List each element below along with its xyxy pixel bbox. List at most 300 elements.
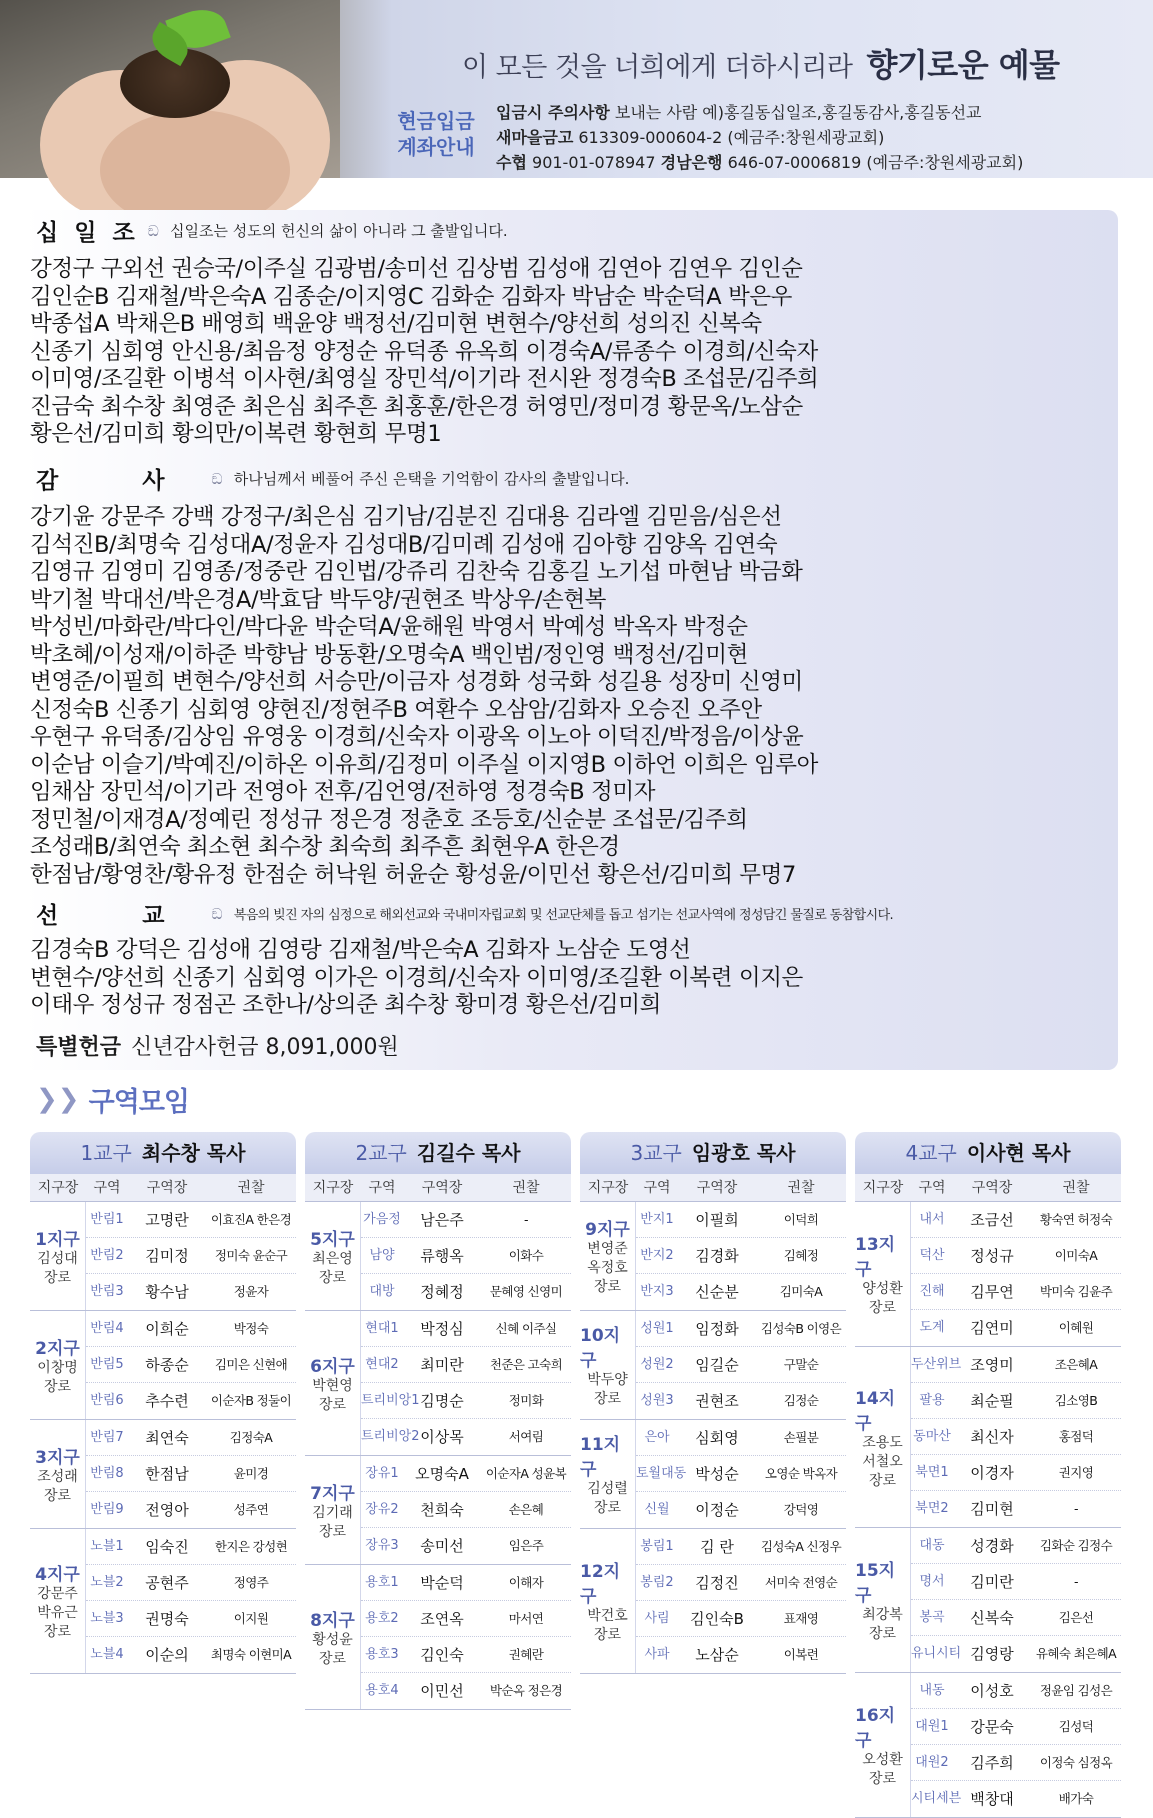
table-row — [636, 1383, 846, 1419]
name-line: 조성래B/최연숙 최소현 최수창 최숙희 최주흔 최현우A 한은경 — [30, 834, 620, 860]
zone-head: 신복숙 — [970, 1609, 1014, 1627]
zone-name: 명서 — [919, 1574, 945, 1589]
zone-head: 임길순 — [695, 1356, 739, 1374]
zone-head: 조연옥 — [420, 1610, 464, 1628]
table-row — [911, 1673, 1121, 1709]
zone-aide: 서여림 — [508, 1429, 544, 1444]
bank2-text: 901-01-078947 — [532, 153, 656, 172]
table-row — [86, 1456, 296, 1492]
zone-aide: 구말순 — [783, 1357, 819, 1372]
zone-head: 이필희 — [695, 1211, 739, 1229]
zone-head: 김인숙 — [420, 1646, 464, 1664]
zone-aide: 박정숙 — [233, 1321, 269, 1336]
zone-head: 김명순 — [420, 1392, 464, 1410]
district-leader: 김기래 장로 — [312, 1504, 353, 1540]
zone-aide: - — [1074, 1501, 1078, 1516]
district-cell — [305, 1311, 361, 1455]
district-leader: 박건호 장로 — [587, 1608, 628, 1643]
zone-name: 대원2 — [915, 1755, 949, 1770]
zone-name: 반림6 — [90, 1393, 124, 1408]
district-leader: 양성환 장로 — [862, 1281, 903, 1316]
fish-icon: ඞ — [211, 469, 223, 488]
zone-head: 최순필 — [970, 1392, 1014, 1410]
district-cell — [855, 1528, 911, 1672]
zone-aide: 김성숙B 이영은 — [760, 1321, 842, 1336]
name-line: 박종섭A 박채은B 배영희 백윤양 백정선/김미현 변현수/양선희 성의진 신복숙 — [30, 311, 762, 337]
district-rows — [86, 1311, 296, 1419]
zone-name: 두산위브 — [911, 1357, 962, 1372]
zone-aide: 권지영 — [1058, 1465, 1094, 1480]
mission-subtitle: 복음의 빚진 자의 심정으로 해외선교와 국내미자립교회 및 선교단체를 돕고 섬기는 선교사역에 정성담긴 물질로 동참합시다. — [233, 908, 894, 923]
zone-head: 송미선 — [420, 1537, 464, 1555]
name-line: 강기윤 강문주 강백 강정구/최은심 김기남/김분진 김대용 김라엘 김믿음/심은선 — [30, 504, 782, 530]
zone-name: 성원3 — [640, 1393, 674, 1408]
district-leader: 변영준 옥정호 장로 — [587, 1241, 628, 1295]
zone-head: 김무연 — [970, 1283, 1014, 1301]
district-rows — [636, 1529, 846, 1673]
zone-head: 박성순 — [695, 1465, 739, 1483]
name-line: 황은선/김미희 황의만/이복련 황현희 무명1 — [30, 421, 442, 447]
district-rows — [361, 1456, 571, 1564]
bank3-text: 646-07-0006819 (예금주:창원세광교회) — [727, 153, 1024, 172]
name-line: 강정구 구외선 권승국/이주실 김광범/송미선 김상범 김성애 김연아 김연우 김인순 — [30, 256, 803, 282]
name-line: 신정숙B 신종기 심회영 양현진/정현주B 여환수 오삼암/김화자 오승진 오주안 — [30, 696, 762, 723]
zone-aide: 황숙연 허정숙 — [1039, 1212, 1113, 1227]
table-row — [86, 1274, 296, 1310]
table-row — [86, 1565, 296, 1601]
table-row — [911, 1781, 1121, 1817]
zone-head: 최연숙 — [145, 1429, 189, 1447]
zone-head: 고명란 — [145, 1211, 189, 1229]
zone-head: 최신자 — [970, 1428, 1014, 1446]
zone-name: 사림 — [644, 1611, 670, 1626]
table-row — [361, 1347, 571, 1383]
parish-pastor: 이사현 목사 — [966, 1141, 1071, 1165]
parish-header — [305, 1132, 571, 1174]
district-leader: 박두양 장로 — [587, 1372, 628, 1407]
district-rows — [361, 1565, 571, 1709]
district-cell — [305, 1456, 361, 1564]
column-header: 권찰 — [512, 1180, 540, 1196]
double-chevron-icon: ❯❯ — [36, 1084, 80, 1115]
table-row — [911, 1491, 1121, 1527]
account-title-line: 현금입금 — [397, 109, 475, 133]
zone-head: 김경화 — [695, 1247, 739, 1265]
zone-name: 봉곡 — [919, 1610, 945, 1625]
district-group — [30, 1311, 296, 1420]
zone-name: 반지1 — [640, 1212, 674, 1227]
zone-name: 현대2 — [365, 1357, 399, 1372]
zone-head: 최미란 — [420, 1356, 464, 1374]
parish-panel — [30, 1132, 296, 1686]
zone-aide: 이정숙 심정옥 — [1039, 1755, 1113, 1770]
table-row — [636, 1347, 846, 1383]
zone-aide: - — [1074, 1574, 1078, 1589]
table-row — [911, 1347, 1121, 1383]
zone-name: 봉림1 — [640, 1539, 674, 1554]
parish-panel — [855, 1132, 1121, 1808]
parish-panel — [580, 1132, 846, 1686]
district-cell — [30, 1311, 86, 1419]
column-header: 구역장 — [971, 1180, 1013, 1196]
zone-name: 장유1 — [365, 1466, 399, 1481]
zone-head: 권명숙 — [145, 1610, 189, 1628]
column-header: 구역 — [368, 1180, 396, 1196]
parish-number: 3교구 — [630, 1141, 682, 1165]
zone-head: 김미현 — [970, 1500, 1014, 1518]
table-row — [911, 1383, 1121, 1419]
column-header: 지구장 — [587, 1180, 629, 1196]
name-line: 박초혜/이성재/이하준 박향남 방동환/오명숙A 백인범/정인영 백정선/김미현 — [30, 641, 748, 668]
table-row — [636, 1202, 846, 1238]
district-number: 3지구 — [35, 1447, 80, 1468]
table-row — [636, 1238, 846, 1274]
bank1-label: 새마을금고 — [496, 128, 574, 147]
column-header: 구역장 — [421, 1180, 463, 1196]
district-number: 10지구 — [580, 1326, 621, 1371]
parish-pastor: 임광호 목사 — [691, 1141, 796, 1165]
table-row — [86, 1347, 296, 1383]
zone-name: 용호1 — [365, 1575, 399, 1590]
table-row — [911, 1636, 1121, 1672]
parish-header — [30, 1132, 296, 1174]
zone-name: 노블4 — [90, 1647, 124, 1662]
zone-name: 유니시티 — [911, 1646, 962, 1661]
table-row — [636, 1565, 846, 1601]
table-row — [86, 1238, 296, 1274]
district-number: 12지구 — [580, 1562, 621, 1607]
zone-aide: 홍점덕 — [1058, 1429, 1094, 1444]
district-leader: 최강복 장로 — [862, 1607, 903, 1642]
column-header: 권찰 — [237, 1180, 265, 1196]
zone-head: 조영미 — [970, 1356, 1014, 1374]
district-group — [305, 1202, 571, 1311]
district-rows — [911, 1202, 1121, 1346]
zone-name: 반림3 — [90, 1284, 124, 1299]
zone-name: 노블1 — [90, 1539, 124, 1554]
table-row — [911, 1709, 1121, 1745]
zone-aide: 김성숙A 신정우 — [760, 1539, 842, 1554]
zone-head: 이경자 — [970, 1464, 1014, 1482]
district-rows — [361, 1202, 571, 1310]
zone-aide: 유혜숙 최은혜A — [1035, 1646, 1117, 1661]
zone-name: 남양 — [369, 1248, 395, 1263]
district-number: 2지구 — [35, 1338, 80, 1359]
district-group — [855, 1673, 1121, 1818]
district-group — [580, 1420, 846, 1529]
column-header: 지구장 — [37, 1180, 79, 1196]
zone-aide: 김미은 신현애 — [214, 1357, 288, 1372]
district-cell — [305, 1202, 361, 1310]
zone-head: 남은주 — [420, 1211, 464, 1229]
bank2-label: 수협 — [496, 153, 527, 172]
deposit-notice — [496, 100, 1023, 125]
zone-head: 박순덕 — [420, 1574, 464, 1592]
district-leader: 김성렬 장로 — [587, 1481, 628, 1516]
zone-name: 성원1 — [640, 1321, 674, 1336]
table-row — [86, 1637, 296, 1673]
table-row — [636, 1492, 846, 1528]
zone-aide: 이화수 — [508, 1248, 544, 1263]
name-line: 정민철/이재경A/정예린 정성규 정은경 정춘호 조등호/신순분 조섭문/김주희 — [30, 806, 748, 833]
zone-name: 용호2 — [365, 1611, 399, 1626]
zone-name: 반지3 — [640, 1284, 674, 1299]
table-row — [361, 1492, 571, 1528]
column-headers — [305, 1174, 571, 1202]
district-number: 5지구 — [310, 1229, 355, 1250]
zone-aide: 천준은 고숙희 — [489, 1357, 563, 1372]
district-group — [580, 1529, 846, 1674]
zone-aide: 김정순 — [783, 1393, 819, 1408]
zone-name: 반지2 — [640, 1248, 674, 1263]
zone-head: 이순의 — [145, 1646, 189, 1664]
zone-aide: 서미숙 전영순 — [764, 1575, 838, 1590]
district-leader: 황성윤 장로 — [312, 1631, 353, 1667]
district-number: 11지구 — [580, 1435, 621, 1480]
name-line: 박성빈/마화란/박다인/박다윤 박순덕A/윤해원 박영서 박예성 박옥자 박정순 — [30, 614, 748, 640]
table-row — [361, 1456, 571, 1492]
account-guide-title — [388, 108, 484, 160]
zone-name: 반림4 — [90, 1321, 124, 1336]
table-row — [86, 1601, 296, 1637]
zone-aide: 손은혜 — [508, 1502, 544, 1517]
zone-name: 성원2 — [640, 1357, 674, 1372]
account-info — [496, 100, 1023, 175]
zone-name: 내서 — [919, 1212, 945, 1227]
zone-head: 김연미 — [970, 1319, 1014, 1337]
zone-head: 김 란 — [700, 1538, 734, 1556]
zone-head: 이정순 — [695, 1501, 739, 1519]
district-number: 15지구 — [855, 1561, 896, 1606]
zone-aide: 조은혜A — [1054, 1357, 1098, 1372]
bank3-label: 경남은행 — [660, 153, 723, 172]
district-number: 13지구 — [855, 1235, 896, 1280]
column-header: 구역 — [918, 1180, 946, 1196]
zone-name: 용호4 — [365, 1683, 399, 1698]
table-row — [361, 1673, 571, 1709]
zone-name: 노블2 — [90, 1575, 124, 1590]
table-row — [636, 1637, 846, 1673]
zone-aide: 권혜란 — [508, 1647, 544, 1662]
table-row — [361, 1311, 571, 1347]
zone-head: 강문숙 — [970, 1718, 1014, 1736]
zone-name: 노블3 — [90, 1611, 124, 1626]
notice-text: 보내는 사람 예)홍길동십일조,홍길동감사,홍길동선교 — [614, 103, 982, 122]
district-group — [30, 1202, 296, 1311]
district-group — [580, 1311, 846, 1420]
column-header: 권찰 — [787, 1180, 815, 1196]
zone-aide: 손필분 — [783, 1430, 819, 1445]
zone-aide: 이혜원 — [1058, 1320, 1094, 1335]
zone-aide: 성주연 — [233, 1502, 269, 1517]
thanks-subtitle: 하나님께서 베풀어 주신 은택을 기억함이 감사의 출발입니다. — [233, 470, 630, 488]
zone-aide: 김혜정 — [783, 1248, 819, 1263]
name-line: 변현수/양선희 신종기 심회영 이가은 이경희/신숙자 이미영/조길환 이복련 이지은 — [30, 964, 803, 991]
column-header: 지구장 — [862, 1180, 904, 1196]
table-row — [911, 1419, 1121, 1455]
brand-title: 향기로운 예물 — [866, 46, 1060, 84]
district-leader: 조용도 서철오 장로 — [862, 1434, 903, 1489]
zone-aide: 정윤임 김성은 — [1039, 1683, 1113, 1698]
zone-head: 김인숙B — [690, 1610, 744, 1628]
district-cell — [305, 1565, 361, 1709]
zone-name: 반림9 — [90, 1502, 124, 1517]
district-cell — [580, 1529, 636, 1673]
zone-name: 내동 — [919, 1683, 945, 1698]
zone-head: 이민선 — [420, 1682, 464, 1700]
zone-aide: 임은주 — [508, 1538, 544, 1553]
name-line: 김인순B 김재철/박은숙A 김종순/이지영C 김화순 김화자 박남순 박순덕A 박은우 — [30, 283, 793, 310]
zone-aide: 김미숙A — [779, 1284, 823, 1299]
header-banner — [0, 0, 1153, 178]
zone-head: 추수련 — [145, 1392, 189, 1410]
zone-name: 가음정 — [363, 1212, 401, 1227]
zone-name: 대원1 — [915, 1719, 949, 1734]
tithe-subtitle: 십일조는 성도의 헌신의 삶이 아니라 그 출발입니다. — [169, 222, 508, 240]
zone-name: 현대1 — [365, 1321, 399, 1336]
table-row — [361, 1565, 571, 1601]
table-row — [86, 1311, 296, 1347]
zone-head: 김영랑 — [970, 1645, 1014, 1663]
zone-name: 봉림2 — [640, 1575, 674, 1590]
zone-head: 노삼순 — [695, 1646, 739, 1664]
zone-head: 이상목 — [420, 1428, 464, 1446]
zone-aide: 이미숙A — [1054, 1248, 1098, 1263]
zone-head: 한점남 — [145, 1465, 189, 1483]
district-leader: 김성대 장로 — [37, 1250, 78, 1286]
name-line: 한점남/황영찬/황유정 한점순 허낙원 허윤순 황성윤/이민선 황은선/김미희 무명7 — [30, 861, 796, 888]
fish-icon: ඞ — [147, 221, 159, 240]
zone-aide: 정영주 — [233, 1575, 269, 1590]
zone-name: 반림1 — [90, 1212, 124, 1227]
special-label: 특별헌금 — [36, 1035, 122, 1060]
seedling-photo — [0, 0, 340, 178]
zone-aide: 배가숙 — [1058, 1791, 1094, 1806]
zone-head: 임정화 — [695, 1320, 739, 1338]
district-number: 7지구 — [310, 1483, 355, 1504]
thanks-heading — [36, 462, 629, 495]
district-cell — [30, 1420, 86, 1528]
parish-header — [580, 1132, 846, 1174]
name-line: 김영규 김영미 김영종/정중란 김인법/강쥬리 김찬숙 김홍길 노기섭 마현남 박금화 — [30, 559, 803, 585]
column-headers — [580, 1174, 846, 1202]
table-row — [636, 1601, 846, 1637]
zone-name: 진해 — [919, 1284, 945, 1299]
district-cell — [30, 1529, 86, 1673]
district-number: 9지구 — [585, 1220, 630, 1240]
district-title: 구역모임 — [88, 1087, 189, 1118]
zone-head: 성경화 — [970, 1537, 1014, 1555]
district-group — [305, 1456, 571, 1565]
table-row — [361, 1238, 571, 1274]
zone-name: 북면1 — [915, 1465, 949, 1480]
name-line: 박기철 박대선/박은경A/박효담 박두양/권현조 박상우/손현복 — [30, 586, 607, 613]
zone-aide: 박미숙 김윤주 — [1039, 1284, 1113, 1299]
tithe-heading — [36, 214, 508, 247]
zone-head: 박정심 — [420, 1320, 464, 1338]
zone-aide: 정미숙 윤순구 — [214, 1248, 288, 1263]
header-verse — [462, 40, 1060, 86]
district-rows — [911, 1673, 1121, 1817]
zone-head: 류행옥 — [420, 1247, 464, 1265]
parish-number: 1교구 — [80, 1141, 132, 1165]
table-row — [636, 1456, 846, 1492]
table-row — [86, 1420, 296, 1456]
zone-aide: 이해자 — [508, 1575, 544, 1590]
zone-name: 시티세븐 — [911, 1791, 962, 1806]
column-header: 지구장 — [312, 1180, 354, 1196]
zone-name: 동마산 — [913, 1429, 951, 1444]
zone-name: 팔용 — [919, 1393, 945, 1408]
district-leader: 이창명 장로 — [37, 1359, 78, 1395]
zone-head: 임숙진 — [145, 1538, 189, 1556]
zone-aide: 김화순 김정수 — [1039, 1538, 1113, 1553]
zone-name: 도계 — [919, 1320, 945, 1335]
district-cell — [855, 1347, 911, 1527]
district-group — [855, 1202, 1121, 1347]
district-number: 16지구 — [855, 1706, 896, 1751]
table-row — [86, 1492, 296, 1528]
name-line: 신종기 심회영 안신용/최음정 양정순 유덕종 유옥희 이경숙A/류종수 이경희/신숙자 — [30, 338, 818, 365]
special-text: 신년감사헌금 8,091,000원 — [131, 1035, 399, 1060]
zone-head: 조금선 — [970, 1211, 1014, 1229]
fish-icon: ඞ — [211, 904, 223, 923]
table-row — [911, 1455, 1121, 1491]
district-rows — [86, 1529, 296, 1673]
notice-label: 입금시 주의사항 — [496, 103, 610, 122]
table-row — [911, 1745, 1121, 1781]
district-number: 4지구 — [35, 1565, 80, 1585]
zone-name: 반림8 — [90, 1466, 124, 1481]
zone-name: 대동 — [919, 1538, 945, 1553]
column-header: 구역 — [643, 1180, 671, 1196]
district-cell — [30, 1202, 86, 1310]
zone-head: 김미정 — [145, 1247, 189, 1265]
district-leader: 강문주 박유근 장로 — [37, 1586, 78, 1640]
district-group — [30, 1529, 296, 1674]
zone-aide: 이순자B 정둘이 — [210, 1393, 292, 1408]
name-line: 이태우 정성규 정점곤 조한나/상의준 최수창 황미경 황은선/김미희 — [30, 992, 661, 1018]
zone-aide: 박순옥 정은경 — [489, 1683, 563, 1698]
zone-name: 트리비앙1 — [361, 1393, 420, 1408]
verse-text: 이 모든 것을 너희에게 더하시리라 — [462, 52, 853, 83]
district-cell — [855, 1673, 911, 1817]
district-number: 14지구 — [855, 1388, 896, 1434]
district-rows — [361, 1311, 571, 1455]
zone-head: 김정진 — [695, 1574, 739, 1592]
table-row — [361, 1528, 571, 1564]
table-row — [636, 1311, 846, 1347]
parish-number: 2교구 — [355, 1141, 407, 1165]
mission-heading — [36, 897, 893, 930]
district-leader: 조성래 장로 — [37, 1468, 78, 1504]
zone-name: 반림5 — [90, 1357, 124, 1372]
zone-aide: 이순자A 성윤복 — [485, 1466, 567, 1481]
district-rows — [636, 1420, 846, 1528]
zone-name: 대방 — [369, 1284, 395, 1299]
name-line: 이순남 이슬기/박예진/이하온 이유희/김정미 이주실 이지영B 이하언 이희은 임루아 — [30, 751, 818, 778]
district-rows — [86, 1202, 296, 1310]
district-rows — [86, 1420, 296, 1528]
district-group — [30, 1420, 296, 1529]
zone-aide: 윤미경 — [233, 1466, 269, 1481]
zone-head: 천희숙 — [420, 1501, 464, 1519]
zone-name: 신월 — [644, 1502, 670, 1517]
zone-head: 황수남 — [145, 1283, 189, 1301]
tithe-names — [30, 256, 1120, 449]
column-header: 권찰 — [1062, 1180, 1090, 1196]
district-rows — [911, 1347, 1121, 1527]
